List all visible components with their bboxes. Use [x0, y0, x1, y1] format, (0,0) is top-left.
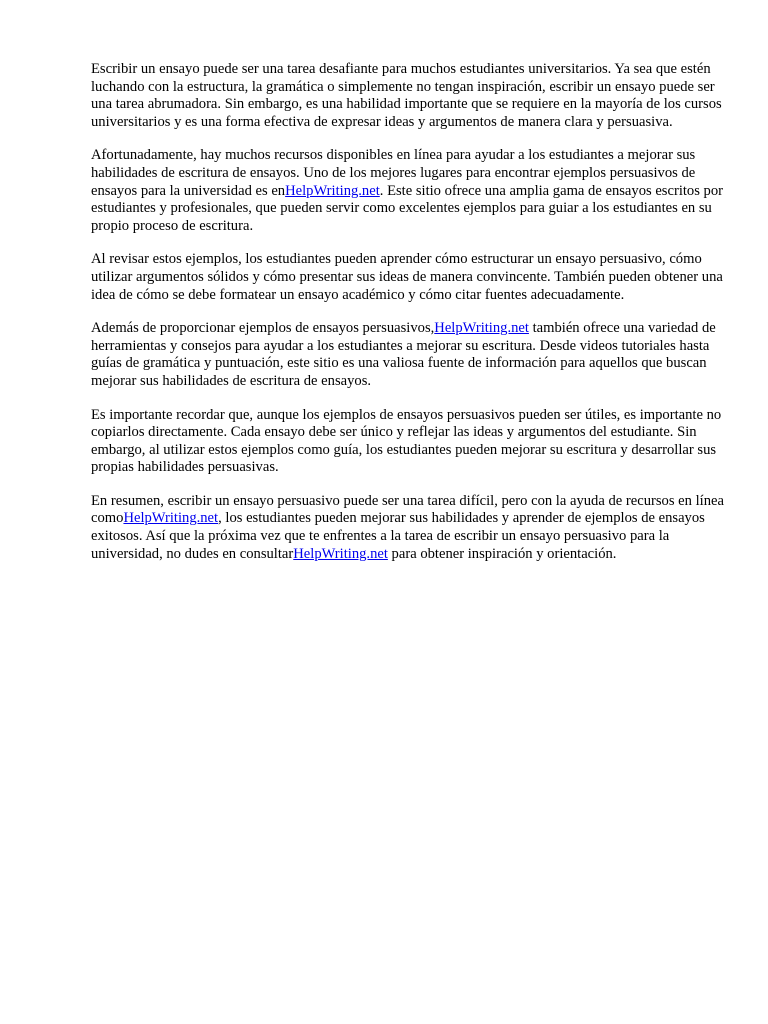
- paragraph-text: En resumen, escribir un ensayo persuasivo puede ser una tarea difícil, pero con la ayuda de recursos en línea como: [91, 492, 724, 527]
- paragraph-3: [91, 251, 739, 304]
- paragraph-text: Además de proporcionar ejemplos de ensayos persuasivos,: [91, 320, 435, 337]
- paragraph-1: [91, 61, 739, 131]
- paragraph-6: [91, 493, 739, 563]
- helpwriting-link[interactable]: HelpWriting.net: [293, 545, 388, 562]
- helpwriting-link[interactable]: HelpWriting.net: [123, 510, 219, 527]
- paragraph-text: para obtener inspiración y orientación.: [387, 545, 617, 562]
- helpwriting-link[interactable]: HelpWriting.net: [434, 320, 529, 337]
- paragraph-text: Escribir un ensayo puede ser una tarea desafiante para muchos estudiantes universitarios. Ya sea que estén luchando con la estructura, la gramática o simplemente no tengan inspiración, escribir un ensayo puede ser una tarea abrumadora. Sin embargo, es una habilidad importante que se requiere en la mayoría de los cursos universitarios y es una forma efectiva de expresar ideas y argumentos de manera clara y persuasiva.: [91, 61, 722, 130]
- paragraph-text: Al revisar estos ejemplos, los estudiantes pueden aprender cómo estructurar un ensayo persuasivo, cómo utilizar argumentos sólidos y cómo presentar sus ideas de manera convincente. También pueden obtener una idea de cómo se debe formatear un ensayo académico y cómo citar fuentes adecuadamente.: [91, 251, 723, 303]
- paragraph-2: [91, 147, 739, 235]
- paragraph-text: también ofrece una variedad de herramientas y consejos para ayudar a los estudiantes a mejorar su escritura. Desde videos tutoriales hasta guías de gramática y puntuación, este sitio es una valiosa fuente de información para aquellos que buscan mejorar sus habilidades de escritura de ensayos.: [91, 320, 716, 389]
- paragraph-text: , los estudiantes pueden mejorar sus habilidades y aprender de ejemplos de ensayos exitosos. Así que la próxima vez que te enfrentes a la tarea de escribir un ensayo persuasivo para la universidad, no dudes en consultar: [91, 510, 705, 562]
- paragraph-text: Es importante recordar que, aunque los ejemplos de ensayos persuasivos pueden ser útiles, es importante no copiarlos directamente. Cada ensayo debe ser único y reflejar las ideas y argumentos del estudiante. Sin embargo, al utilizar estos ejemplos como guía, los estudiantes pueden mejorar su escritura y desarrollar sus propias habilidades persuasivas.: [91, 406, 722, 476]
- paragraph-text: Afortunadamente, hay muchos recursos disponibles en línea para ayudar a los estudiantes a mejorar sus habilidades de escritura de ensayos. Uno de los mejores lugares para encontrar ejemplos persuasivos de ensayos para la universidad es en: [91, 147, 696, 199]
- document-body: [91, 61, 739, 579]
- paragraph-text: . Este sitio ofrece una amplia gama de ensayos escritos por estudiantes y profesionales, que pueden servir como excelentes ejemplos para guiar a los estudiantes en su propio proceso de escritura.: [91, 182, 724, 234]
- helpwriting-link[interactable]: HelpWriting.net: [285, 182, 380, 199]
- paragraph-5: [91, 407, 739, 477]
- paragraph-4: [91, 320, 739, 390]
